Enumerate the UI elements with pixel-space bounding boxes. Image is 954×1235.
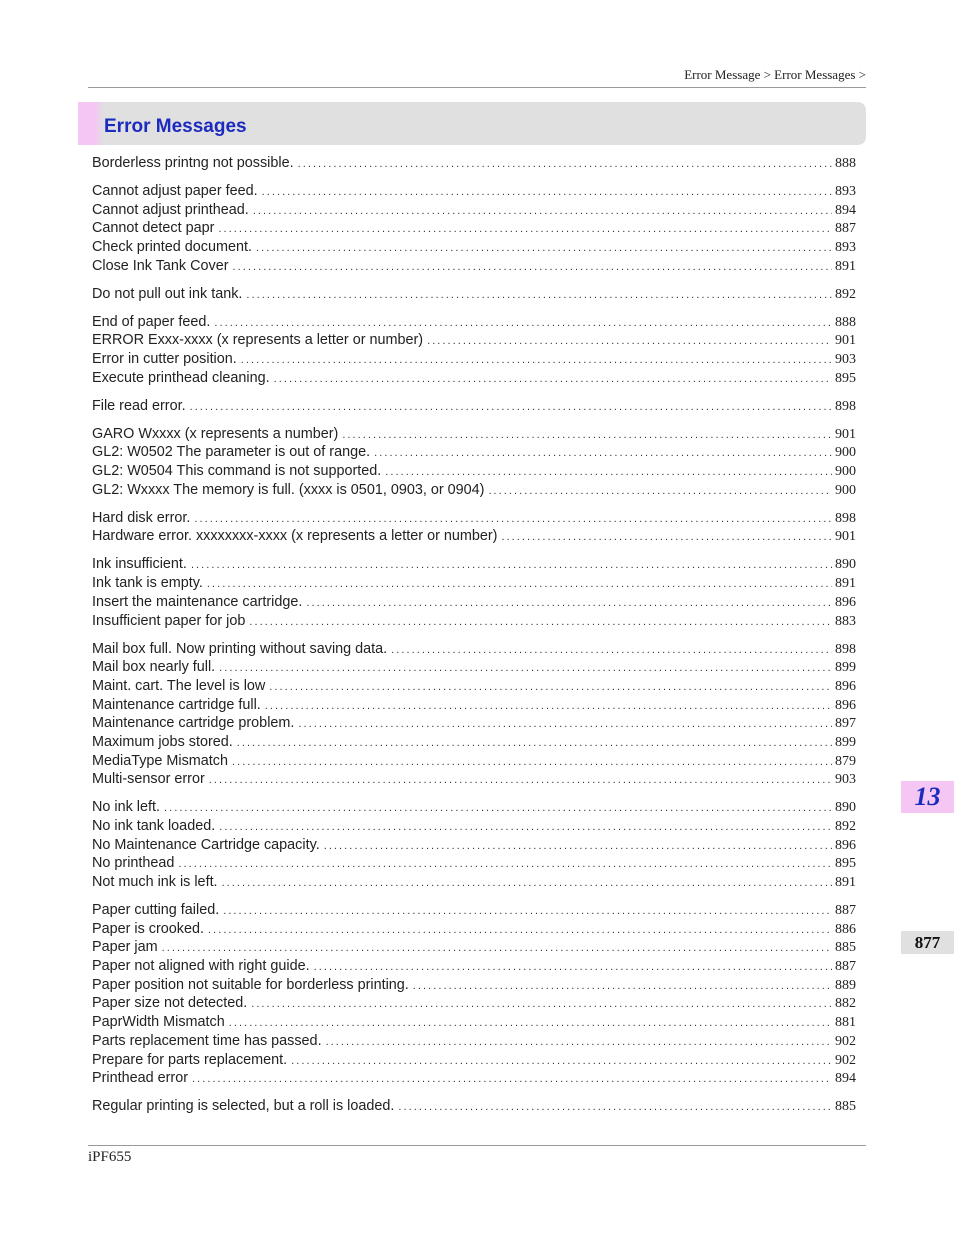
dot-leader [256, 239, 832, 257]
index-entry-page-number[interactable]: 900 [835, 482, 856, 498]
dot-leader [249, 613, 832, 631]
index-entry-text[interactable]: No printhead [92, 855, 175, 872]
dot-leader [162, 939, 832, 957]
index-entry-page-number[interactable]: 895 [835, 370, 856, 386]
index-entry[interactable] [92, 369, 856, 388]
dot-leader [265, 697, 832, 715]
index-entry-text[interactable]: Parts replacement time has passed. [92, 1032, 322, 1049]
dot-leader [237, 734, 832, 752]
dot-leader [241, 351, 832, 369]
index-entry[interactable] [92, 957, 856, 976]
index-entry-text[interactable]: Hardware error. xxxxxxxx-xxxx (x represents a letter or number) [92, 528, 498, 545]
index-entry-page-number[interactable]: 891 [835, 258, 856, 274]
index-entry[interactable] [92, 593, 856, 612]
index-entry-page-number[interactable]: 903 [835, 352, 856, 368]
index-entry-page-number[interactable]: 893 [835, 240, 856, 256]
index-entry[interactable] [92, 1069, 856, 1088]
index-entry-text[interactable]: Paper position not suitable for borderless printing. [92, 976, 409, 993]
index-entry-page-number[interactable]: 894 [835, 202, 856, 218]
index-entry-page-number[interactable]: 896 [835, 697, 856, 713]
index-entry-page-number[interactable]: 891 [835, 875, 856, 891]
index-entry-page-number[interactable]: 896 [835, 678, 856, 694]
index-entry-page-number[interactable]: 889 [835, 977, 856, 993]
footer-model-name: iPF655 [88, 1149, 132, 1165]
index-entry[interactable] [92, 658, 856, 677]
index-group [92, 798, 856, 891]
index-entry-text[interactable]: Not much ink is left. [92, 874, 218, 891]
index-entry-page-number[interactable]: 885 [835, 940, 856, 956]
dot-leader [219, 659, 832, 677]
index-entry-page-number[interactable]: 898 [835, 510, 856, 526]
header-divider [88, 87, 866, 88]
index-entry-page-number[interactable]: 895 [835, 856, 856, 872]
dot-leader [501, 528, 832, 546]
index-entry-text[interactable]: ERROR Exxx-xxxx (x represents a letter or number) [92, 332, 424, 349]
dot-leader [164, 799, 832, 817]
index-entry[interactable] [92, 696, 856, 715]
dot-leader [207, 575, 832, 593]
index-entry-text[interactable]: Error in cutter position. [92, 351, 237, 368]
index-entry-page-number[interactable]: 886 [835, 921, 856, 937]
index-entry-page-number[interactable]: 892 [835, 818, 856, 834]
index-entry-text[interactable]: No ink left. [92, 799, 160, 816]
index-group [92, 285, 856, 304]
index-entry-text[interactable]: Ink insufficient. [92, 556, 187, 573]
index-group [92, 509, 856, 546]
index-entry[interactable] [92, 1051, 856, 1070]
dot-leader [374, 444, 832, 462]
index-entry[interactable] [92, 462, 856, 481]
index-entry[interactable] [92, 285, 856, 304]
section-title-accent-fade [95, 102, 104, 145]
index-entry-text[interactable]: Paper is crooked. [92, 920, 204, 937]
index-entry-text[interactable]: Check printed document. [92, 239, 252, 256]
index-entry[interactable] [92, 350, 856, 369]
index-entry[interactable] [92, 920, 856, 939]
index-entry[interactable] [92, 938, 856, 957]
index-entry-text[interactable]: Paper not aligned with right guide. [92, 958, 310, 975]
index-entry-text[interactable]: GL2: Wxxxx The memory is full. (xxxx is 0501, 0903, or 0904) [92, 481, 485, 498]
index-entry[interactable] [92, 817, 856, 836]
index-entry-text[interactable]: Mail box full. Now printing without saving data. [92, 640, 388, 657]
index-entry-page-number[interactable]: 899 [835, 660, 856, 676]
dot-leader [192, 1070, 832, 1088]
index-entry-text[interactable]: Paper jam [92, 939, 158, 956]
index-entry-page-number[interactable]: 888 [835, 156, 856, 171]
dot-leader [209, 771, 832, 789]
dot-leader [222, 874, 832, 892]
dot-leader [427, 332, 832, 350]
index-entry[interactable] [92, 397, 856, 416]
index-entry-page-number[interactable]: 885 [835, 1099, 856, 1115]
dot-leader [246, 286, 832, 304]
index-entry-text[interactable]: Cannot adjust paper feed. [92, 182, 258, 199]
index-entry-page-number[interactable]: 883 [835, 613, 856, 629]
index-entry[interactable] [92, 854, 856, 873]
index-entry-page-number[interactable]: 903 [835, 772, 856, 788]
index-entry-page-number[interactable]: 901 [835, 529, 856, 545]
index-entry-page-number[interactable]: 893 [835, 183, 856, 199]
index-entry-text[interactable]: Cannot detect papr [92, 220, 215, 237]
index-entry-text[interactable]: Ink tank is empty. [92, 575, 203, 592]
index-entry-text[interactable]: Paper cutting failed. [92, 902, 220, 919]
dot-leader [219, 818, 832, 836]
index-entry-page-number[interactable]: 902 [835, 1033, 856, 1049]
index-entry[interactable] [92, 443, 856, 462]
index-entry-page-number[interactable]: 894 [835, 1071, 856, 1087]
index-entry[interactable] [92, 219, 856, 238]
index-entry-text[interactable]: Insert the maintenance cartridge. [92, 593, 303, 610]
index-entry-text[interactable]: Hard disk error. [92, 509, 191, 526]
dot-leader [229, 1014, 832, 1032]
index-group [92, 901, 856, 1088]
index-entry-text[interactable]: Borderless printng not possible. [92, 155, 294, 171]
index-entry-page-number[interactable]: 887 [835, 903, 856, 919]
index-entry[interactable] [92, 733, 856, 752]
index-entry-page-number[interactable]: 888 [835, 314, 856, 330]
section-title-accent [78, 102, 95, 145]
index-entry[interactable] [92, 182, 856, 201]
dot-leader [314, 958, 832, 976]
index-entry-text[interactable]: Printhead error [92, 1070, 188, 1087]
index-entry-page-number[interactable]: 887 [835, 221, 856, 237]
index-entry[interactable] [92, 555, 856, 574]
dot-leader [253, 202, 832, 220]
index-entry-text[interactable]: No Maintenance Cartridge capacity. [92, 836, 320, 853]
dot-leader [298, 715, 832, 733]
index-entry-text[interactable]: Paper size not detected. [92, 995, 248, 1012]
index-entry-page-number[interactable]: 901 [835, 333, 856, 349]
index-entry[interactable] [92, 770, 856, 789]
dot-leader [306, 594, 832, 612]
index-entry[interactable] [92, 1032, 856, 1051]
index-group [92, 425, 856, 500]
index-group [92, 555, 856, 630]
index-entry-text[interactable]: Cannot adjust printhead. [92, 201, 249, 218]
footer-divider [88, 1145, 866, 1146]
index-entry[interactable] [92, 201, 856, 220]
index-entry-page-number[interactable]: 896 [835, 837, 856, 853]
index-entry-page-number[interactable]: 882 [835, 996, 856, 1012]
index-entry-page-number[interactable]: 900 [835, 445, 856, 461]
index-entry[interactable] [92, 836, 856, 855]
dot-leader [191, 556, 832, 574]
index-entry[interactable] [92, 509, 856, 528]
index-entry-page-number[interactable]: 898 [835, 398, 856, 414]
index-entry-page-number[interactable]: 898 [835, 641, 856, 657]
page-title: Error Messages [104, 116, 247, 137]
dot-leader [232, 753, 832, 771]
index-group [92, 182, 856, 275]
index-entry-text[interactable]: GL2: W0502 The parameter is out of range. [92, 444, 371, 461]
index-entry-page-number[interactable]: 891 [835, 576, 856, 592]
index-entry-text[interactable]: No ink tank loaded. [92, 817, 216, 834]
index-entry-page-number[interactable]: 881 [835, 1015, 856, 1031]
dot-leader [178, 855, 832, 873]
index-entry-text[interactable]: Mail box nearly full. [92, 659, 216, 676]
error-message-index [92, 154, 856, 1125]
dot-leader [391, 641, 832, 659]
index-entry-text[interactable]: Maintenance cartridge problem. [92, 715, 295, 732]
index-entry-text[interactable]: Maint. cart. The level is low [92, 677, 266, 694]
index-entry[interactable] [92, 257, 856, 276]
dot-leader [342, 426, 832, 444]
index-entry[interactable] [92, 481, 856, 500]
index-entry[interactable] [92, 752, 856, 771]
dot-leader [223, 902, 832, 920]
dot-leader [488, 482, 832, 500]
dot-leader [274, 370, 832, 388]
index-entry-text[interactable]: PaprWidth Mismatch [92, 1014, 225, 1031]
index-entry-page-number[interactable]: 887 [835, 959, 856, 975]
index-entry-text[interactable]: Do not pull out ink tank. [92, 285, 243, 302]
index-entry[interactable] [92, 574, 856, 593]
index-entry[interactable] [92, 640, 856, 659]
index-group [92, 1097, 856, 1116]
dot-leader [218, 220, 832, 238]
breadcrumb[interactable]: Error Message > Error Messages > [684, 67, 866, 82]
index-entry-page-number[interactable]: 901 [835, 426, 856, 442]
index-entry[interactable] [92, 994, 856, 1013]
index-entry-text[interactable]: Execute printhead cleaning. [92, 369, 270, 386]
index-entry-page-number[interactable]: 879 [835, 753, 856, 769]
index-entry[interactable] [92, 527, 856, 546]
dot-leader [214, 314, 832, 332]
index-entry-text[interactable]: Close Ink Tank Cover [92, 257, 229, 274]
index-entry-page-number[interactable]: 892 [835, 286, 856, 302]
index-entry[interactable] [92, 612, 856, 631]
index-entry[interactable] [92, 798, 856, 817]
index-entry[interactable] [92, 154, 856, 173]
index-entry[interactable] [92, 313, 856, 332]
index-entry-page-number[interactable]: 902 [835, 1052, 856, 1068]
index-entry-text[interactable]: Maximum jobs stored. [92, 733, 233, 750]
index-group [92, 397, 856, 416]
index-entry-text[interactable]: File read error. [92, 397, 186, 414]
dot-leader [251, 995, 832, 1013]
index-entry[interactable] [92, 714, 856, 733]
index-entry-page-number[interactable]: 896 [835, 594, 856, 610]
index-entry[interactable] [92, 901, 856, 920]
dot-leader [190, 398, 832, 416]
index-entry-page-number[interactable]: 900 [835, 464, 856, 480]
dot-leader [298, 155, 832, 173]
dot-leader [262, 183, 832, 201]
index-entry-text[interactable]: GARO Wxxxx (x represents a number) [92, 425, 339, 442]
dot-leader [385, 463, 832, 481]
index-entry-text[interactable]: GL2: W0504 This command is not supported. [92, 463, 382, 480]
chapter-number[interactable]: 13 [914, 782, 941, 811]
index-entry-text[interactable]: MediaType Mismatch [92, 752, 228, 769]
index-entry[interactable] [92, 976, 856, 995]
index-group [92, 154, 856, 173]
dot-leader [269, 678, 832, 696]
index-entry-text[interactable]: Prepare for parts replacement. [92, 1051, 288, 1068]
index-entry-text[interactable]: Insufficient paper for job [92, 612, 246, 629]
page-number: 877 [914, 933, 941, 952]
index-entry-page-number[interactable]: 890 [835, 557, 856, 573]
dot-leader [291, 1052, 832, 1070]
index-group [92, 640, 856, 790]
dot-leader [233, 258, 832, 276]
index-entry[interactable] [92, 238, 856, 257]
index-entry[interactable] [92, 1097, 856, 1116]
dot-leader [324, 837, 832, 855]
index-entry-text[interactable]: Maintenance cartridge full. [92, 696, 261, 713]
dot-leader [194, 510, 832, 528]
index-entry[interactable] [92, 425, 856, 444]
index-entry[interactable] [92, 1013, 856, 1032]
index-entry[interactable] [92, 873, 856, 892]
index-entry-text[interactable]: Multi-sensor error [92, 771, 205, 788]
index-entry-page-number[interactable]: 897 [835, 716, 856, 732]
index-entry-text[interactable]: End of paper feed. [92, 313, 211, 330]
dot-leader [326, 1033, 832, 1051]
index-entry-page-number[interactable]: 890 [835, 800, 856, 816]
index-group [92, 313, 856, 388]
index-entry[interactable] [92, 677, 856, 696]
dot-leader [398, 1098, 832, 1116]
index-entry-page-number[interactable]: 899 [835, 734, 856, 750]
dot-leader [413, 977, 832, 995]
index-entry-text[interactable]: Regular printing is selected, but a roll is loaded. [92, 1098, 395, 1115]
index-entry[interactable] [92, 331, 856, 350]
dot-leader [208, 921, 832, 939]
